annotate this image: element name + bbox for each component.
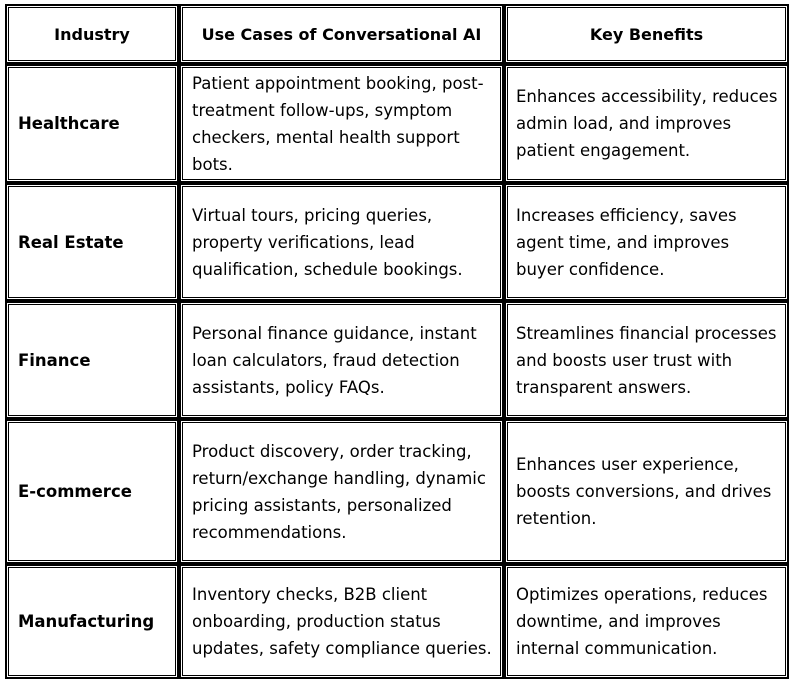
table-header xyxy=(5,4,789,64)
use-cases-cell: Virtual tours, pricing queries, property verifications, lead qualification, schedule bookings. xyxy=(179,183,504,301)
use-cases-cell: Personal finance guidance, instant loan calculators, fraud detection assistants, policy FAQs. xyxy=(179,301,504,419)
header-row xyxy=(5,4,789,64)
key-benefits-cell: Streamlines financial processes and boosts user trust with transparent answers. xyxy=(504,301,789,419)
industry-cell: Healthcare xyxy=(5,64,179,183)
industry-use-cases-table xyxy=(5,4,789,679)
industry-cell: E-commerce xyxy=(5,419,179,564)
table-row-healthcare xyxy=(5,64,789,183)
table-row-finance xyxy=(5,301,789,419)
industry-cell: Manufacturing xyxy=(5,564,179,679)
use-cases-cell: Inventory checks, B2B client onboarding, production status updates, safety compliance queries. xyxy=(179,564,504,679)
industry-cell: Real Estate xyxy=(5,183,179,301)
header-use-cases: Use Cases of Conversational AI xyxy=(179,4,504,64)
header-key-benefits: Key Benefits xyxy=(504,4,789,64)
use-cases-cell: Product discovery, order tracking, return/exchange handling, dynamic pricing assistants, personalized recommendations. xyxy=(179,419,504,564)
table-body xyxy=(5,64,789,679)
key-benefits-cell: Optimizes operations, reduces downtime, and improves internal communication. xyxy=(504,564,789,679)
table-row-e-commerce xyxy=(5,419,789,564)
key-benefits-cell: Enhances user experience, boosts conversions, and drives retention. xyxy=(504,419,789,564)
use-cases-cell: Patient appointment booking, post-treatment follow-ups, symptom checkers, mental health support bots. xyxy=(179,64,504,183)
table-row-real-estate xyxy=(5,183,789,301)
industry-cell: Finance xyxy=(5,301,179,419)
key-benefits-cell: Enhances accessibility, reduces admin load, and improves patient engagement. xyxy=(504,64,789,183)
key-benefits-cell: Increases efficiency, saves agent time, and improves buyer confidence. xyxy=(504,183,789,301)
header-industry: Industry xyxy=(5,4,179,64)
